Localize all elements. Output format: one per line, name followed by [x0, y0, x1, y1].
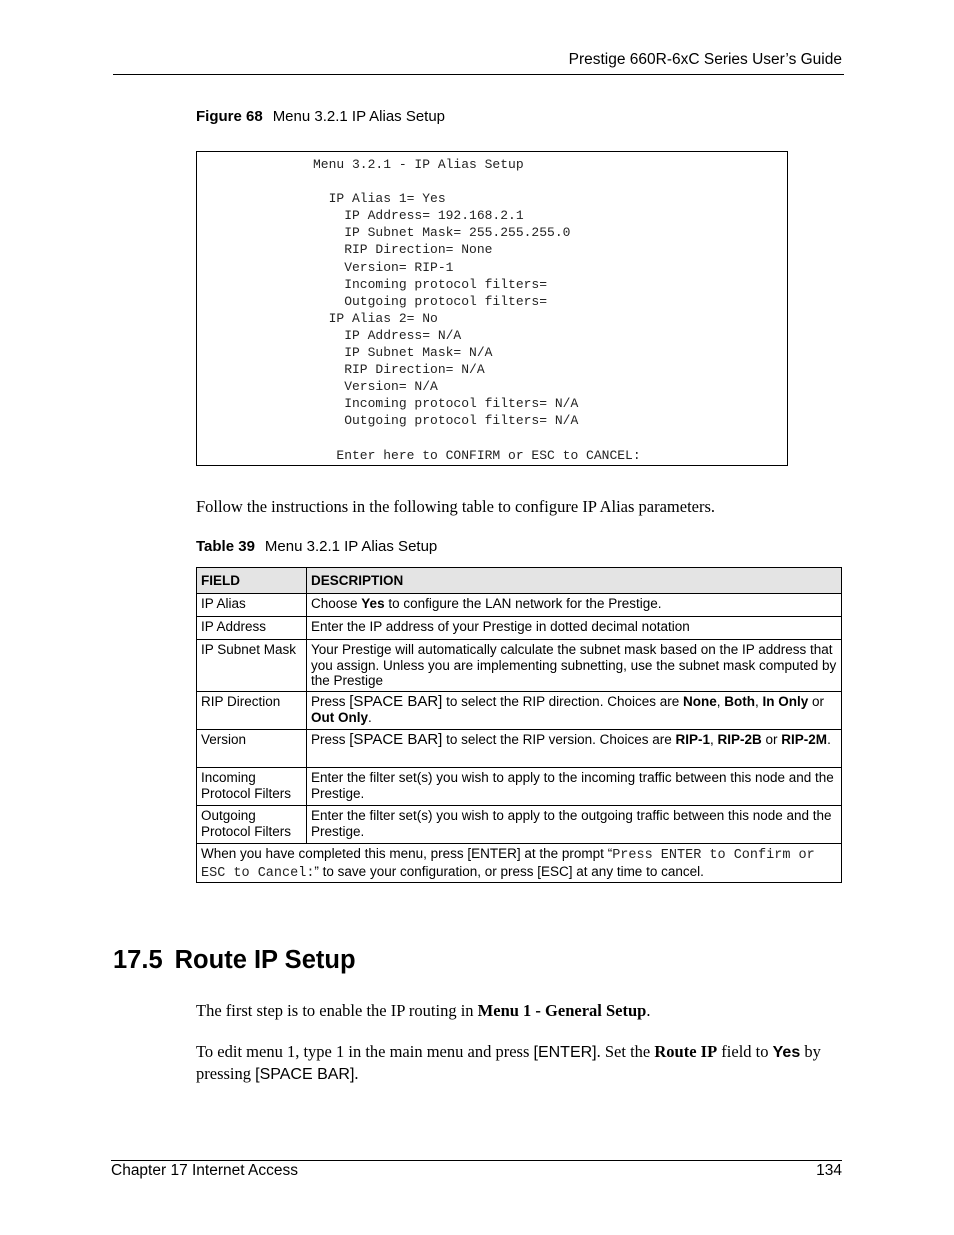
body-paragraph: The first step is to enable the IP routing in Menu 1 - General Setup.: [196, 1001, 651, 1020]
table-row: [197, 640, 842, 692]
table-row: [197, 594, 842, 617]
table-label: Table 39: [196, 538, 255, 555]
description-cell: Choose Yes to configure the LAN network for the Prestige.: [307, 594, 842, 617]
field-description-table: [196, 567, 842, 883]
body-paragraph: To edit menu 1, type 1 in the main menu and press [ENTER]. Set the Route IP field to Yes by pressing [SPACE BAR].: [196, 1042, 821, 1083]
field-cell: IP Address: [197, 617, 307, 640]
intro-paragraph: Follow the instructions in the following table to configure IP Alias parameters.: [196, 497, 716, 516]
figure-caption-text: Menu 3.2.1 IP Alias Setup: [272, 108, 446, 125]
description-cell: Enter the filter set(s) you wish to apply to the outgoing traffic between this node and the Prestige.: [307, 806, 842, 844]
field-cell: RIP Direction: [197, 692, 307, 730]
running-header-title: Prestige 660R-6xC Series User’s Guide: [568, 51, 842, 68]
description-cell: Your Prestige will automatically calculate the subnet mask based on the IP address that you assign. Unless you are implementing subnetting, use the subnet mask computed by the Prestige: [307, 640, 842, 692]
footer-chapter: Chapter 17 Internet Access: [111, 1162, 298, 1179]
footer-page-number: 134: [816, 1162, 842, 1179]
table-row: [197, 692, 842, 730]
header-field: FIELD: [197, 568, 307, 594]
section-title: Route IP Setup: [174, 946, 356, 974]
table-row: [197, 730, 842, 768]
section-heading: [113, 946, 356, 975]
description-cell: Press [SPACE BAR] to select the RIP direction. Choices are None, Both, In Only or Out Only.: [307, 692, 842, 730]
figure-label: Figure 68: [196, 108, 263, 125]
table-footer-row: [197, 844, 842, 883]
header-description: DESCRIPTION: [307, 568, 842, 594]
field-cell: Incoming Protocol Filters: [197, 768, 307, 806]
footer-note-cell: When you have completed this menu, press [ENTER] at the prompt “Press ENTER to Confirm or ESC to Cancel:” to save your configuration, or press [ESC] at any time to cancel.: [197, 844, 842, 883]
description-cell: Enter the filter set(s) you wish to apply to the incoming traffic between this node and the Prestige.: [307, 768, 842, 806]
table-row: [197, 768, 842, 806]
field-cell: IP Alias: [197, 594, 307, 617]
description-cell: Press [SPACE BAR] to select the RIP version. Choices are RIP-1, RIP-2B or RIP-2M.: [307, 730, 842, 768]
description-cell: Enter the IP address of your Prestige in dotted decimal notation: [307, 617, 842, 640]
table-row: [197, 806, 842, 844]
figure-caption: [196, 108, 445, 125]
header-rule: [113, 74, 844, 75]
terminal-text: Menu 3.2.1 - IP Alias Setup IP Alias 1= Yes IP Address= 192.168.2.1 IP Subnet Mask= 255.255.255.0 RIP Direction= None Version= RIP-1 Incoming protocol filters= Outgoing protocol filters= IP Alias 2= No IP Address= N/A IP Subnet Mask= N/A RIP Direction= N/A Version= N/A Incoming protocol filters= N/A Outgoing protocol filters= N/A Enter here to CONFIRM or ESC to CANCEL:: [313, 157, 641, 463]
field-cell: Version: [197, 730, 307, 768]
terminal-screen: [196, 151, 788, 466]
field-cell: IP Subnet Mask: [197, 640, 307, 692]
field-cell: Outgoing Protocol Filters: [197, 806, 307, 844]
footer-rule: [111, 1160, 842, 1161]
table-caption: [196, 538, 437, 555]
table-row: [197, 617, 842, 640]
section-number: 17.5: [113, 946, 163, 974]
table-header-row: [197, 568, 842, 594]
table-caption-text: Menu 3.2.1 IP Alias Setup: [264, 538, 438, 555]
